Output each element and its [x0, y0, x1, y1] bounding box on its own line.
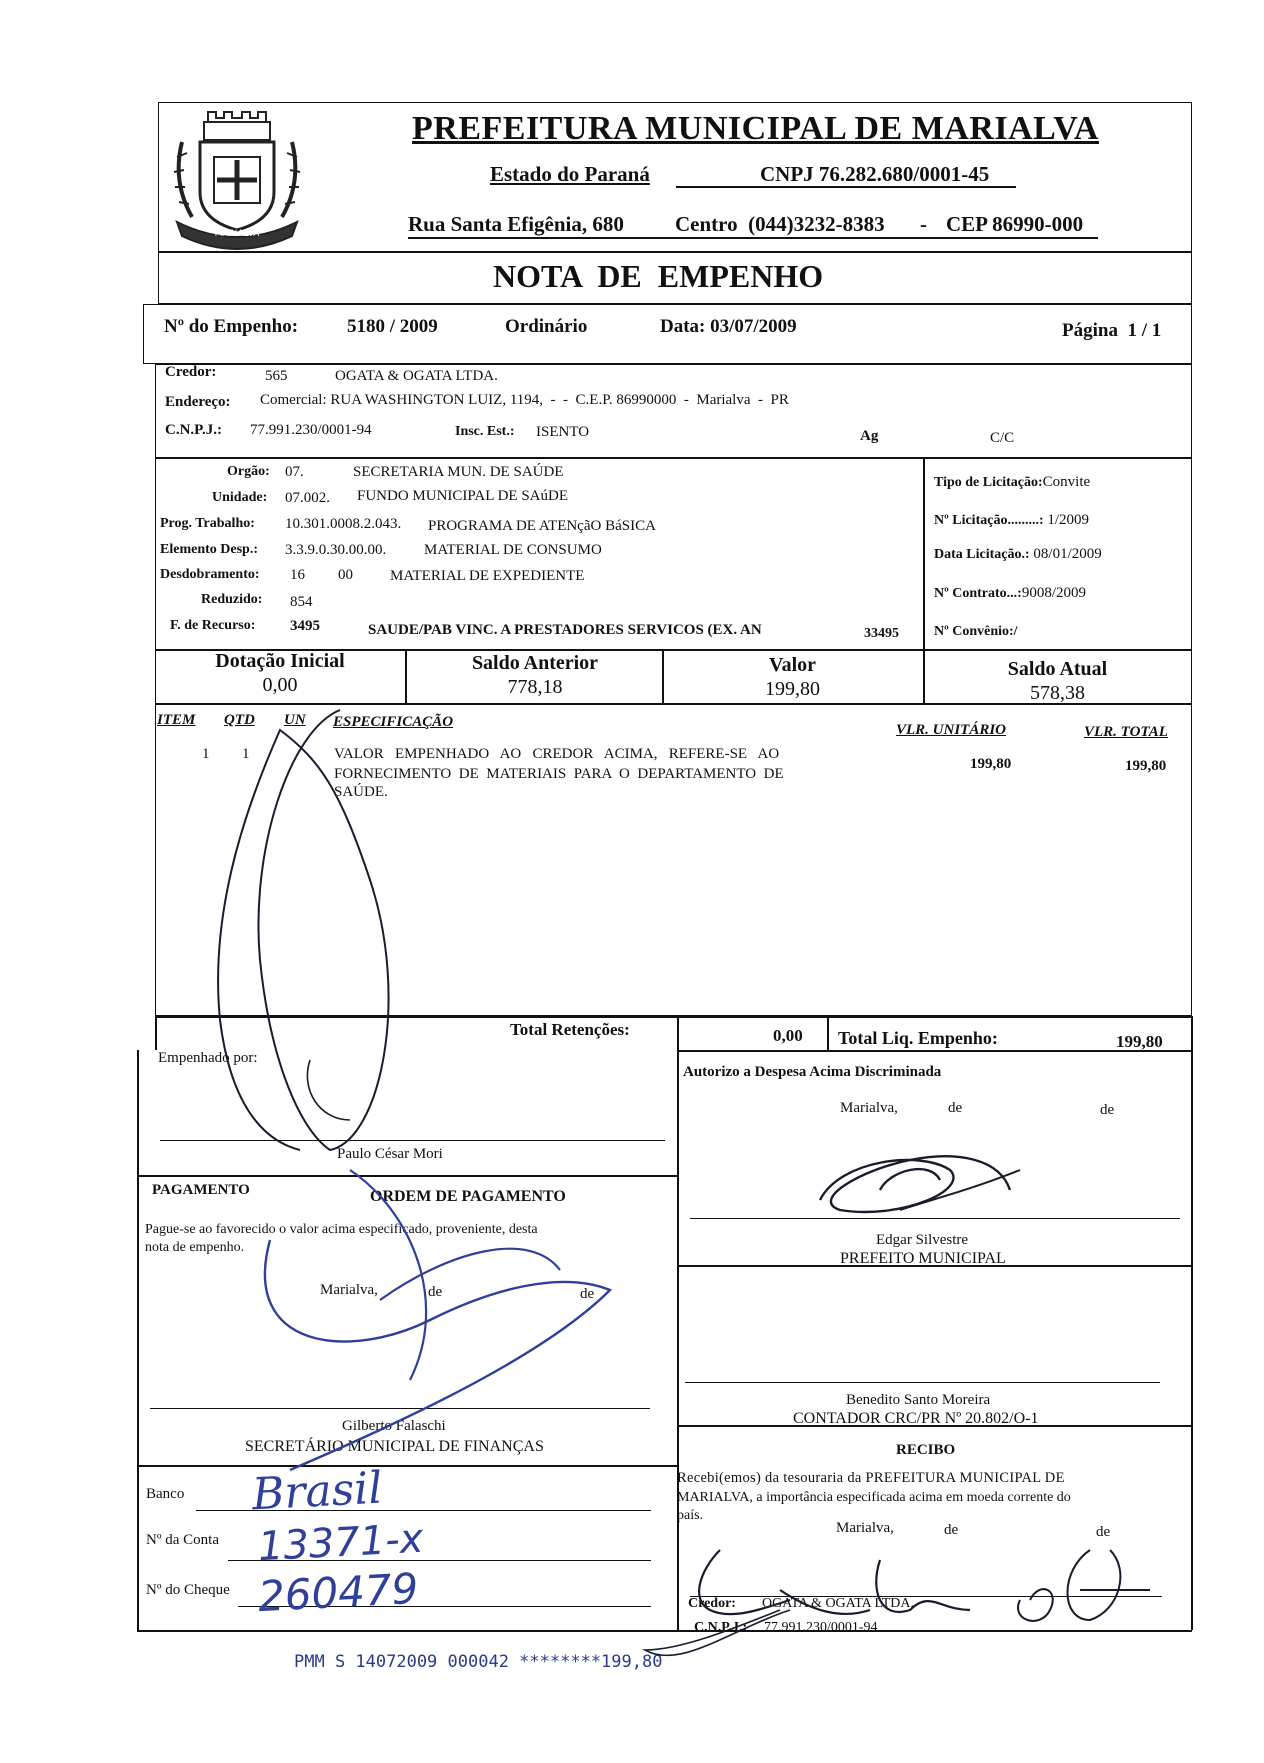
autorizo-de-2: de — [1100, 1102, 1115, 1118]
num-licitacao — [934, 512, 1089, 529]
retencoes-label: Total Retenções: — [510, 1020, 630, 1039]
retencoes-right — [1191, 1016, 1193, 1050]
empenhado-name: Paulo César Mori — [337, 1146, 443, 1162]
prog-code: 10.301.0008.2.043. — [285, 516, 402, 532]
data-licitacao-value: 08/01/2009 — [1033, 546, 1102, 562]
elemento-name: MATERIAL DE CONSUMO — [424, 542, 602, 558]
ordem-pagamento-title: ORDEM DE PAGAMENTO — [370, 1188, 566, 1205]
bottom-left-border — [137, 1050, 139, 1630]
address-label: Endereço: — [165, 394, 231, 410]
fonte-name: SAUDE/PAB VINC. A PRESTADORES SERVICOS (EX. AN — [368, 622, 762, 638]
retencoes-mid — [677, 1016, 679, 1050]
elemento-code: 3.3.9.0.30.00.00. — [285, 542, 387, 558]
banco-label: Banco — [146, 1486, 185, 1502]
empenho-num-value: 5180 / 2009 — [347, 316, 438, 337]
insc-value: ISENTO — [536, 424, 590, 440]
col-un: UN — [284, 712, 306, 728]
header-street: Rua Santa Efigênia, 680 — [408, 212, 624, 236]
orgao-label: Orgão: — [227, 464, 270, 479]
conta-handwritten: 13371-x — [256, 1515, 425, 1571]
reduzido-label: Reduzido: — [201, 592, 263, 607]
credor-box — [155, 364, 1192, 458]
dotacao-value: 0,00 — [262, 674, 298, 696]
ordem-city: Marialva, — [320, 1282, 378, 1298]
tipo-licitacao-value: Convite — [1042, 474, 1091, 490]
svg-text:MARIALVA: MARIALVA — [214, 229, 260, 239]
secretario-name: Gilberto Falaschi — [342, 1418, 446, 1434]
saldo-anterior-label: Saldo Anterior — [471, 652, 599, 674]
recibo-credor-name: OGATA & OGATA LTDA. — [762, 1596, 915, 1611]
col-vlr-unitario: VLR. UNITÁRIO — [896, 722, 1007, 738]
num-contrato-value: 9008/2009 — [1021, 585, 1086, 601]
recibo-credor-label: Credor: — [688, 1596, 736, 1611]
retencoes-value: 0,00 — [773, 1026, 803, 1045]
state-label: Estado do Paraná — [490, 162, 650, 186]
pagamento-text2: nota de empenho. — [145, 1240, 245, 1255]
insc-label: Insc. Est.: — [455, 424, 515, 439]
valor-label: Valor — [768, 654, 817, 676]
saldo-atual-value: 578,38 — [1030, 682, 1085, 704]
pagamento-text1: Pague-se ao favorecido o valor acima especificado, proveniente, desta — [145, 1222, 538, 1237]
banco-handwritten: Brasil — [250, 1462, 384, 1521]
recibo-cnpj-label: C.N.P.J.: — [694, 1620, 748, 1635]
header-cep: CEP 86990-000 — [946, 212, 1084, 236]
fonte-num: 33495 — [864, 626, 899, 641]
empenhado-signature — [150, 700, 450, 1160]
tipo-licitacao — [934, 474, 1090, 491]
credor-code: 565 — [265, 368, 288, 384]
page-title: PREFEITURA MUNICIPAL DE MARIALVA — [412, 110, 1099, 147]
desdobramento-code1: 16 — [290, 567, 305, 583]
num-contrato-label: Nº Contrato...: — [934, 586, 1022, 601]
recibo-text1: Recebi(emos) da tesouraria da PREFEITURA MUNICIPAL DE — [677, 1470, 1065, 1486]
recibo-cnpj-value: 77.991.230/0001-94 — [764, 1620, 878, 1635]
autorizo-city: Marialva, — [840, 1100, 898, 1116]
empenho-kind: Ordinário — [505, 316, 588, 337]
prefeito-name: Edgar Silvestre — [876, 1232, 969, 1248]
cc-label: C/C — [990, 430, 1015, 446]
retencoes-bottom — [677, 1050, 1192, 1052]
data-licitacao — [934, 546, 1102, 563]
conta-label: Nº da Conta — [146, 1532, 219, 1548]
item-spec-line2: FORNECIMENTO DE MATERIAIS PARA O DEPARTAMENTO DE — [334, 766, 784, 782]
budget-divider — [923, 458, 925, 650]
item-spec-line1: VALOR EMPENHADO AO CREDOR ACIMA, REFERE-SE AO — [334, 746, 780, 762]
autorizo-de-1: de — [948, 1100, 963, 1116]
num-convenio: Nº Convênio:/ — [934, 624, 1018, 639]
contador-title: CONTADOR CRC/PR Nº 20.802/O-1 — [793, 1410, 1039, 1427]
page-number: Página 1 / 1 — [1062, 320, 1162, 341]
header-district-phone: Centro (044)3232-8383 — [675, 212, 885, 236]
empenho-date: Data: 03/07/2009 — [660, 316, 797, 337]
empenho-num-label: Nº do Empenho: — [164, 316, 299, 337]
prog-name: PROGRAMA DE ATENçãO BáSICA — [428, 518, 656, 534]
header-cnpj: CNPJ 76.282.680/0001-45 — [760, 162, 990, 186]
liq-empenho-label: Total Liq. Empenho: — [838, 1028, 998, 1048]
col-especificacao: ESPECIFICAÇÃO — [333, 714, 454, 730]
credor-address: Comercial: RUA WASHINGTON LUIZ, 1194, - - C.E.P. 86990000 - Marialva - PR — [260, 392, 789, 408]
credor-cnpj: 77.991.230/0001-94 — [250, 422, 372, 438]
saldo-anterior-value: 778,18 — [507, 676, 563, 698]
col-qtd: QTD — [224, 712, 255, 728]
credor-name: OGATA & OGATA LTDA. — [335, 368, 498, 384]
contador-name: Benedito Santo Moreira — [846, 1392, 991, 1408]
ordem-de-1: de — [428, 1284, 443, 1300]
valor-value: 199,80 — [765, 678, 820, 700]
recibo-text2: MARIALVA, a importância especificada acima em moeda corrente do — [677, 1490, 1071, 1505]
num-contrato — [934, 585, 1086, 602]
desdobramento-label: Desdobramento: — [160, 567, 260, 582]
coat-of-arms-logo — [162, 102, 312, 252]
item-number: 1 — [202, 746, 210, 762]
unidade-label: Unidade: — [212, 490, 268, 505]
recibo-title: RECIBO — [896, 1442, 956, 1458]
item-unit-value: 199,80 — [970, 756, 1012, 772]
desdobramento-name: MATERIAL DE EXPEDIENTE — [390, 568, 585, 584]
item-total-value: 199,80 — [1125, 758, 1167, 774]
totals-divider — [405, 650, 407, 704]
retencoes-mid2 — [827, 1016, 829, 1050]
header-sep: - — [920, 212, 927, 236]
orgao-name: SECRETARIA MUN. DE SAÚDE — [353, 464, 564, 480]
saldo-atual-label: Saldo Atual — [1007, 658, 1108, 680]
unidade-name: FUNDO MUNICIPAL DE SAúDE — [357, 488, 568, 504]
fonte-code: 3495 — [290, 618, 320, 634]
liq-empenho-value: 199,80 — [1116, 1032, 1163, 1051]
credor-cnpj-label: C.N.P.J.: — [165, 422, 222, 438]
recibo-city: Marialva, — [836, 1520, 894, 1536]
col-vlr-total: VLR. TOTAL — [1084, 724, 1168, 740]
autorizo-label: Autorizo a Despesa Acima Discriminada — [683, 1064, 942, 1080]
secretario-signature — [230, 1150, 650, 1480]
fonte-label: F. de Recurso: — [170, 618, 256, 633]
item-spec-line3: SAÚDE. — [334, 784, 388, 800]
credor-label: Credor: — [165, 364, 217, 380]
document-title: NOTA DE EMPENHO — [493, 258, 824, 294]
recibo-text3: país. — [677, 1508, 704, 1523]
desdobramento-code2: 00 — [338, 567, 353, 583]
unidade-code: 07.002. — [285, 490, 330, 506]
data-licitacao-label: Data Licitação.: — [934, 547, 1030, 562]
empenhado-por-label: Empenhado por: — [158, 1050, 258, 1066]
prefeito-signature — [800, 1130, 1040, 1240]
dotacao-label: Dotação Inicial — [215, 650, 345, 672]
num-licitacao-label: Nº Licitação.........: — [934, 513, 1044, 528]
item-qtd: 1 — [242, 746, 250, 762]
num-licitacao-value: 1/2009 — [1047, 512, 1090, 528]
prog-label: Prog. Trabalho: — [160, 516, 255, 531]
recibo-de-2: de — [1096, 1524, 1111, 1540]
col-item: ITEM — [157, 712, 196, 728]
secretario-title: SECRETÁRIO MUNICIPAL DE FINANÇAS — [245, 1438, 544, 1455]
cheque-label: Nº do Cheque — [146, 1582, 230, 1598]
pagamento-title: PAGAMENTO — [152, 1182, 250, 1198]
recibo-de-1: de — [944, 1522, 959, 1538]
ag-label: Ag — [860, 428, 879, 444]
prefeito-title: PREFEITO MUNICIPAL — [840, 1250, 1006, 1267]
recibo-signature — [640, 1530, 1160, 1660]
orgao-code: 07. — [285, 464, 304, 480]
cashier-stamp: PMM S 14072009 000042 ********199,80 — [294, 1652, 663, 1672]
contador-line — [685, 1382, 1160, 1383]
tipo-licitacao-label: Tipo de Licitação: — [934, 475, 1043, 490]
reduzido-value: 854 — [290, 594, 313, 610]
ordem-de-2: de — [580, 1286, 595, 1302]
bottom-right-border — [1191, 1050, 1193, 1630]
address-underline — [408, 237, 1098, 239]
cheque-handwritten: 260479 — [256, 1563, 420, 1622]
totals-divider — [662, 650, 664, 704]
elemento-label: Elemento Desp.: — [160, 542, 258, 557]
